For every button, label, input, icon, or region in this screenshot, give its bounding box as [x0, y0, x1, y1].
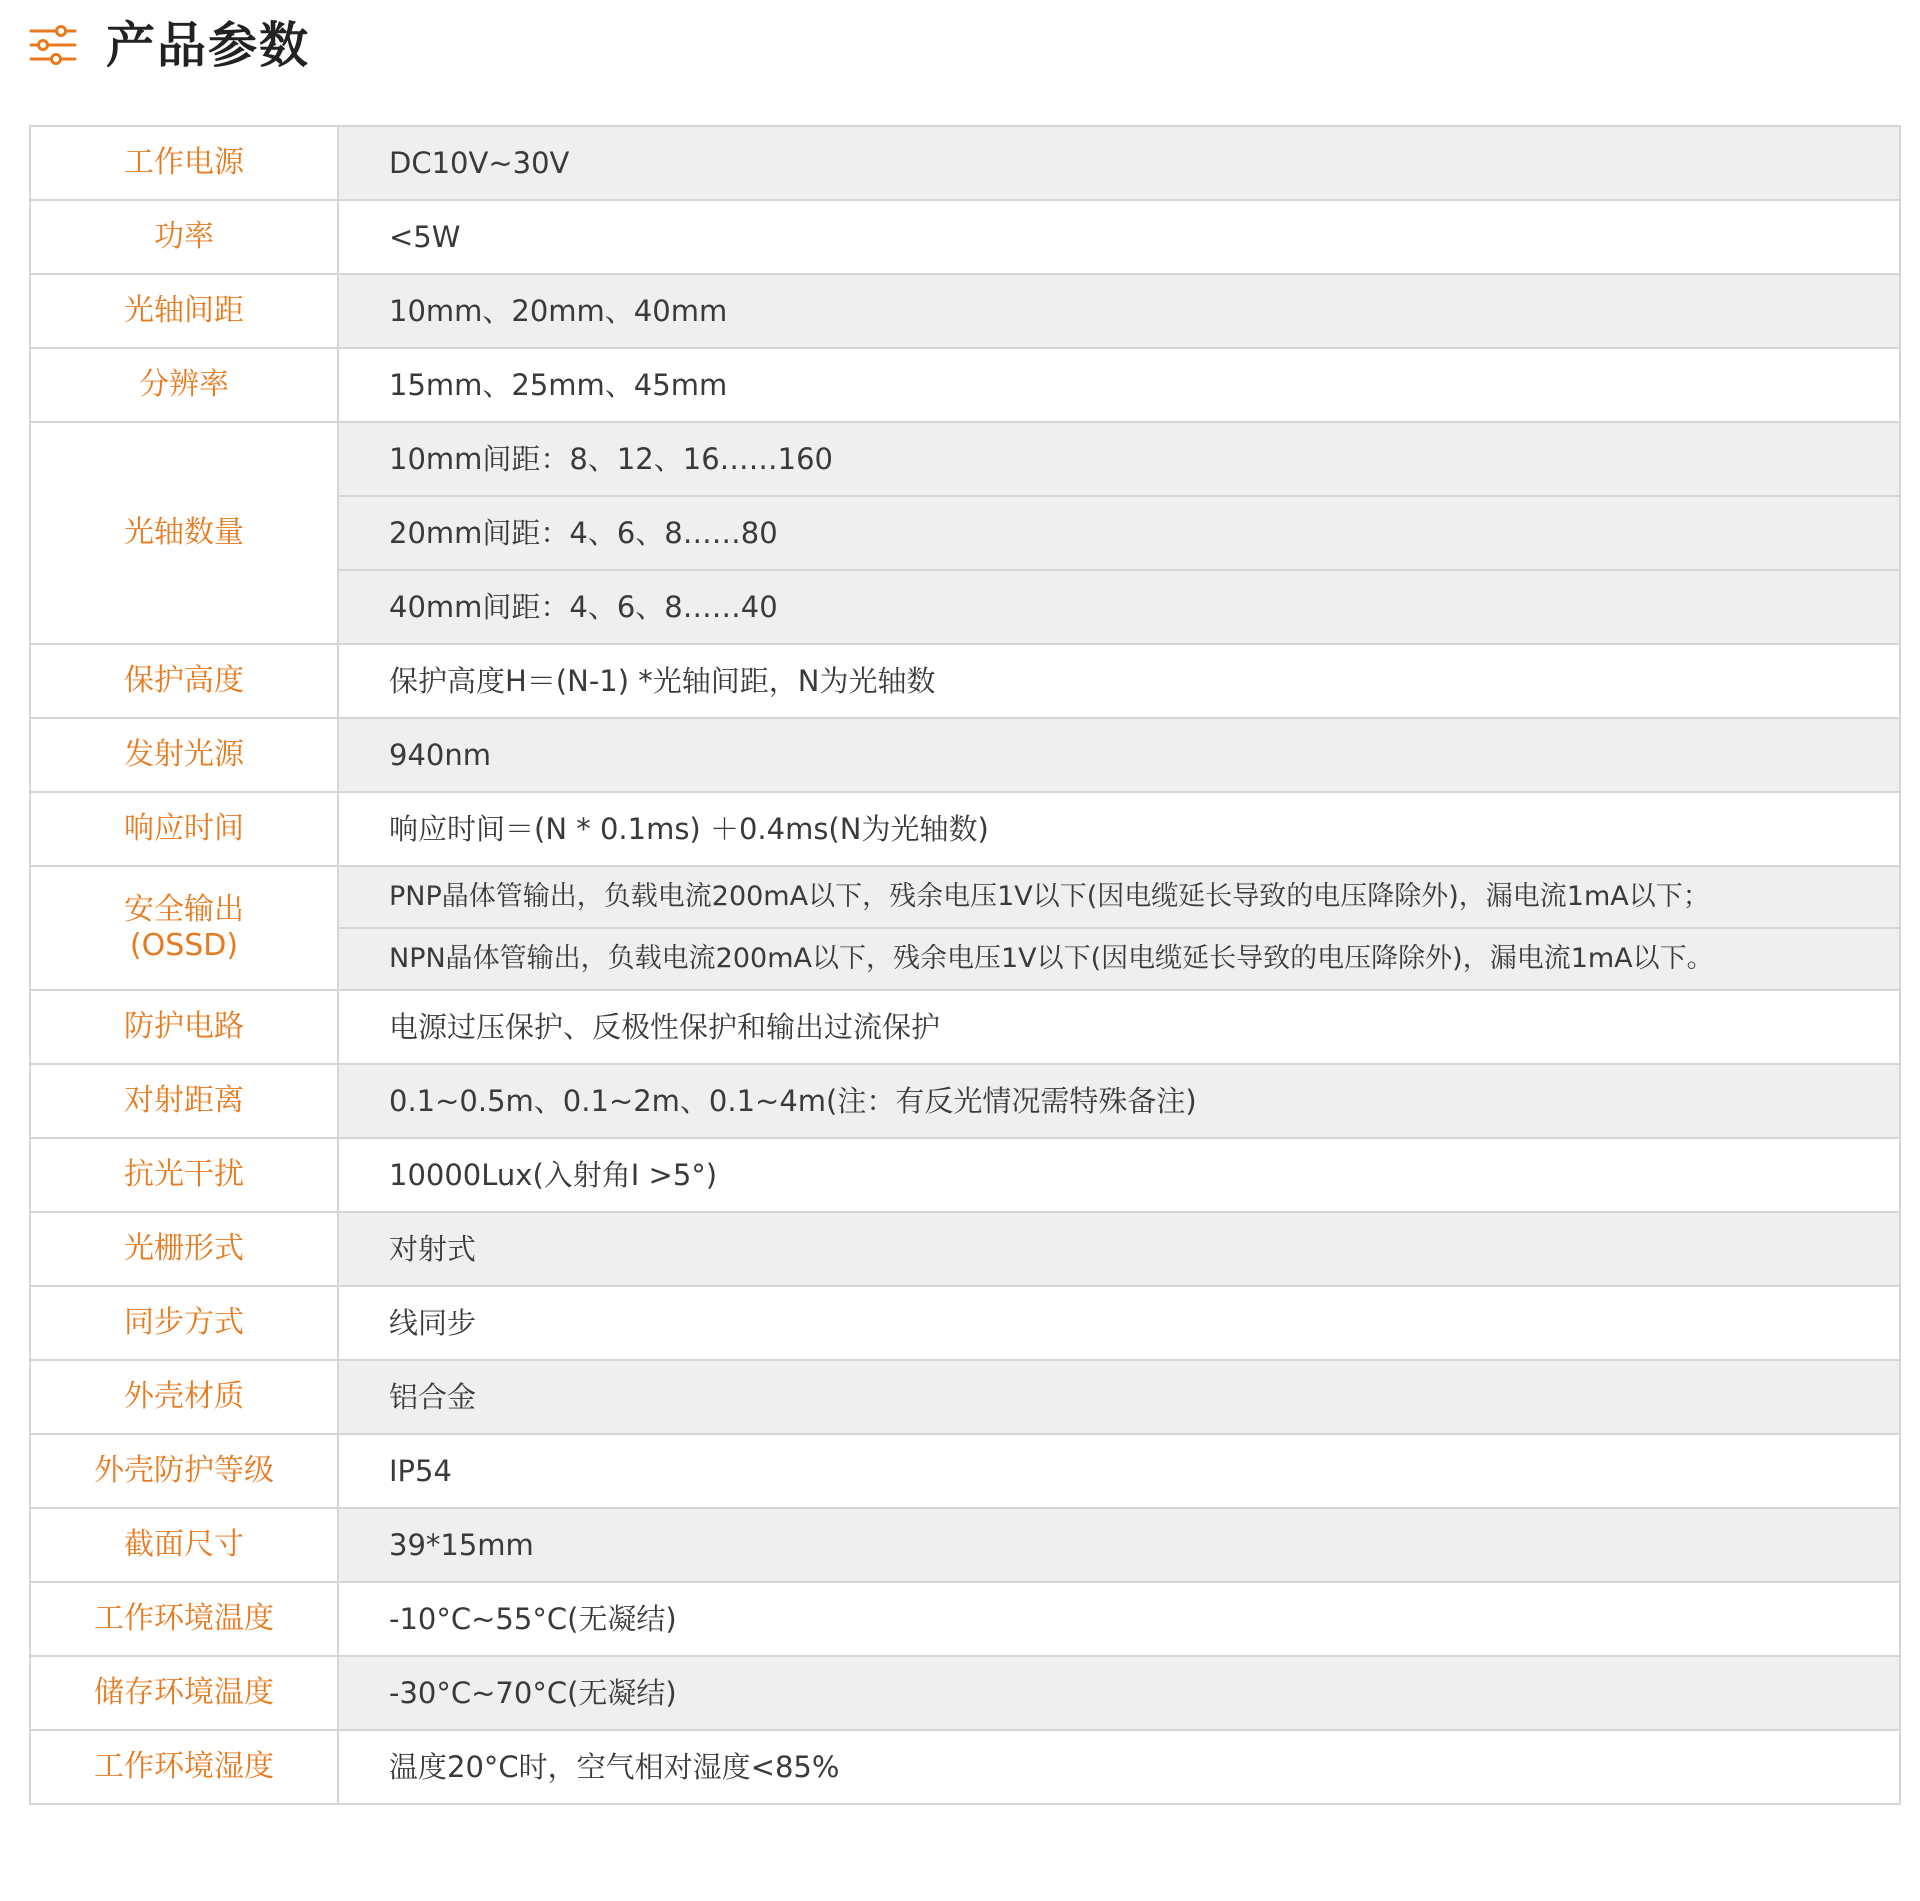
spec-label: 截面尺寸	[30, 1508, 338, 1582]
spec-value: 0.1~0.5m、0.1~2m、0.1~4m(注：有反光情况需特殊备注)	[338, 1064, 1900, 1138]
spec-value: 10mm间距：8、12、16……160	[338, 422, 1900, 496]
page-title: 产品参数	[106, 16, 311, 74]
table-row	[30, 274, 1900, 348]
spec-label: 对射距离	[30, 1064, 338, 1138]
spec-label: 工作电源	[30, 126, 338, 200]
spec-value: 对射式	[338, 1212, 1900, 1286]
table-row	[30, 990, 1900, 1064]
spec-value: 15mm、25mm、45mm	[338, 348, 1900, 422]
table-row	[30, 792, 1900, 866]
spec-value: 温度20°C时，空气相对湿度<85%	[338, 1730, 1900, 1804]
spec-value: <5W	[338, 200, 1900, 274]
table-row	[30, 866, 1900, 928]
table-row	[30, 1212, 1900, 1286]
spec-value: 940nm	[338, 718, 1900, 792]
table-row	[30, 1582, 1900, 1656]
spec-label: 工作环境湿度	[30, 1730, 338, 1804]
spec-value: 10000Lux(入射角I >5°)	[338, 1138, 1900, 1212]
spec-label: 分辨率	[30, 348, 338, 422]
spec-label-line: 安全输出	[124, 892, 244, 927]
spec-label: 功率	[30, 200, 338, 274]
table-row	[30, 644, 1900, 718]
spec-label: 保护高度	[30, 644, 338, 718]
spec-value: 响应时间＝(N * 0.1ms) ＋0.4ms(N为光轴数)	[338, 792, 1900, 866]
spec-label-line: (OSSD)	[129, 928, 239, 963]
spec-label: 外壳材质	[30, 1360, 338, 1434]
table-row	[30, 1508, 1900, 1582]
table-row	[30, 200, 1900, 274]
spec-value: 20mm间距：4、6、8……80	[338, 496, 1900, 570]
spec-value: 10mm、20mm、40mm	[338, 274, 1900, 348]
table-row	[30, 1730, 1900, 1804]
spec-value: 39*15mm	[338, 1508, 1900, 1582]
spec-value: 40mm间距：4、6、8……40	[338, 570, 1900, 644]
spec-label: 光轴间距	[30, 274, 338, 348]
table-row	[30, 348, 1900, 422]
spec-value: 保护高度H＝(N-1) *光轴间距，N为光轴数	[338, 644, 1900, 718]
table-row	[30, 1064, 1900, 1138]
spec-value: -30°C~70°C(无凝结)	[338, 1656, 1900, 1730]
table-row	[30, 126, 1900, 200]
table-row	[30, 1286, 1900, 1360]
table-row	[30, 1656, 1900, 1730]
table-row	[30, 1138, 1900, 1212]
spec-value: 电源过压保护、反极性保护和输出过流保护	[338, 990, 1900, 1064]
spec-value: NPN晶体管输出，负载电流200mA以下，残余电压1V以下(因电缆延长导致的电压降除外)，漏电流1mA以下。	[338, 928, 1900, 990]
spec-label: 外壳防护等级	[30, 1434, 338, 1508]
spec-label: 响应时间	[30, 792, 338, 866]
spec-value: -10°C~55°C(无凝结)	[338, 1582, 1900, 1656]
spec-value: 铝合金	[338, 1360, 1900, 1434]
sliders-settings-icon	[28, 23, 78, 67]
spec-value: 线同步	[338, 1286, 1900, 1360]
spec-value: PNP晶体管输出，负载电流200mA以下，残余电压1V以下(因电缆延长导致的电压降除外)，漏电流1mA以下；	[338, 866, 1900, 928]
spec-label: 发射光源	[30, 718, 338, 792]
table-row	[30, 718, 1900, 792]
spec-label: 抗光干扰	[30, 1138, 338, 1212]
spec-table	[29, 125, 1901, 1805]
spec-label: 光轴数量	[30, 422, 338, 644]
table-row	[30, 422, 1900, 496]
spec-label	[30, 866, 338, 990]
page-header	[28, 8, 310, 82]
table-row	[30, 1360, 1900, 1434]
spec-label: 工作环境温度	[30, 1582, 338, 1656]
spec-value: DC10V~30V	[338, 126, 1900, 200]
table-row	[30, 1434, 1900, 1508]
spec-label: 防护电路	[30, 990, 338, 1064]
spec-label: 同步方式	[30, 1286, 338, 1360]
spec-value: IP54	[338, 1434, 1900, 1508]
spec-label: 储存环境温度	[30, 1656, 338, 1730]
spec-label: 光栅形式	[30, 1212, 338, 1286]
